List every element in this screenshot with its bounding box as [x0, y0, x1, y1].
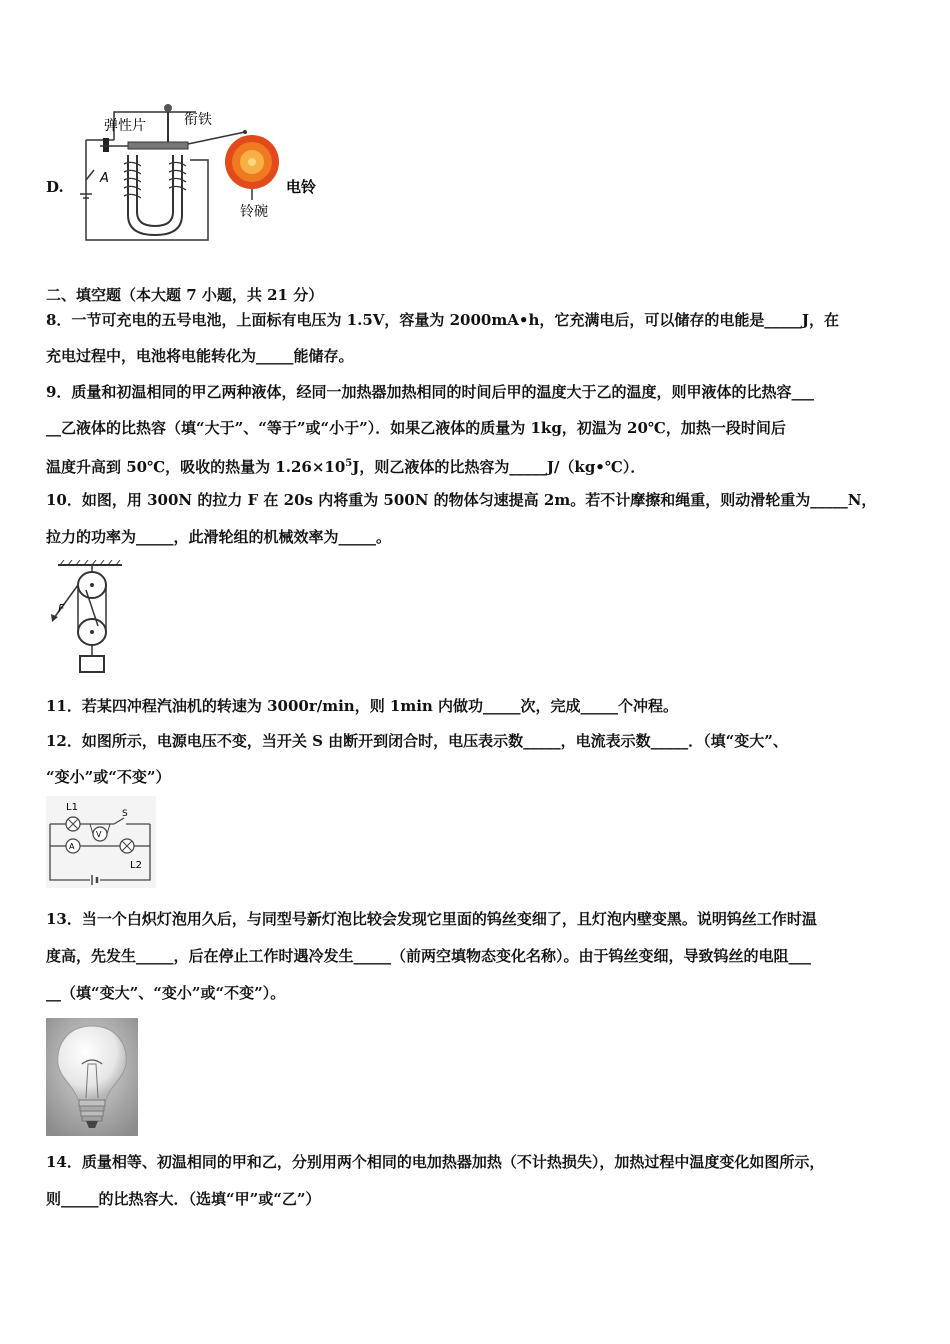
circuit-figure: [46, 796, 156, 888]
voltmeter-label: V: [96, 830, 102, 839]
bell-bowl-label: 铃碗: [240, 204, 268, 220]
q8-line-2: 充电过程中，电池将电能转化为_____能储存。: [46, 347, 354, 365]
switch-label: S: [122, 809, 128, 819]
spring-strip-label: 弹性片: [104, 118, 146, 134]
q14-line-2: 则_____的比热容大．（选填“甲”或“乙”）: [46, 1190, 321, 1208]
electric-bell-diagram: [40, 100, 340, 250]
q9-line-1: 9．质量和初温相同的甲乙两种液体，经同一加热器加热相同的时间后甲的温度大于乙的温度，则甲液体的比热容___: [46, 383, 814, 401]
q10-line-1: 10．如图，用 300N 的拉力 F 在 20s 内将重为 500N 的物体匀速提高 2m。若不计摩擦和绳重，则动滑轮重为_____N，: [46, 491, 877, 509]
q12-line-1: 12．如图所示，电源电压不变，当开关 S 由断开到闭合时，电压表示数_____，电流表示数_____．（填“变大”、: [46, 732, 788, 750]
q9-line-3-b: J，则乙液体的比热容为_____J/（kg•℃）．: [352, 458, 646, 476]
circuit-diagram: [46, 796, 156, 888]
q13-line-2: 度高，先发生_____，后在停止工作时遇冷发生_____（前两空填物态变化名称）。由于钨丝变细，导致钨丝的电阻___: [46, 947, 812, 965]
q10-line-2: 拉力的功率为_____，此滑轮组的机械效率为_____。: [46, 528, 392, 546]
pulley-figure: [40, 560, 140, 675]
q11-line-1: 11．若某四冲程汽油机的转速为 3000r/min，则 1min 内做功_____次，完成_____个冲程。: [46, 697, 679, 715]
electric-bell-figure: [40, 100, 340, 250]
section-2-title: 二、填空题（本大题 7 小题，共 21 分）: [46, 286, 324, 304]
lamp-l1-label: L1: [66, 802, 78, 813]
light-bulb-figure: [46, 1018, 138, 1136]
q9-line-3-a: 温度升高到 50℃，吸收的热量为 1.26×10: [46, 458, 346, 476]
q8-line-1: 8．一节可充电的五号电池，上面标有电压为 1.5V，容量为 2000mA•h，它充满电后，可以储存的电能是_____J，在: [46, 311, 839, 329]
q14-line-1: 14．质量相等、初温相同的甲和乙，分别用两个相同的电加热器加热（不计热损失），加热过程中温度变化如图所示，: [46, 1153, 825, 1171]
option-d-label: D.: [46, 178, 64, 196]
light-bulb-image: [46, 1018, 138, 1136]
q9-exponent: 5: [345, 458, 353, 469]
pulley-diagram: [40, 560, 140, 675]
force-f-label: F: [58, 602, 65, 615]
point-a-label: A: [100, 171, 109, 186]
q13-line-1: 13．当一个白炽灯泡用久后，与同型号新灯泡比较会发现它里面的钨丝变细了，且灯泡内壁变黑。说明钨丝工作时温: [46, 910, 817, 928]
q13-line-3: __（填“变大”、“变小”或“不变”）。: [46, 984, 286, 1002]
ammeter-label: A: [69, 842, 75, 851]
q12-line-2: “变小”或“不变”）: [46, 768, 171, 786]
q9-line-3: [46, 454, 645, 477]
q9-line-2: __乙液体的比热容（填“大于”、“等于”或“小于”）．如果乙液体的质量为 1kg，初温为 20℃，加热一段时间后: [46, 419, 786, 437]
bell-label: 电铃: [286, 178, 317, 196]
armature-label: 衔铁: [184, 112, 212, 128]
lamp-l2-label: L2: [130, 860, 142, 871]
